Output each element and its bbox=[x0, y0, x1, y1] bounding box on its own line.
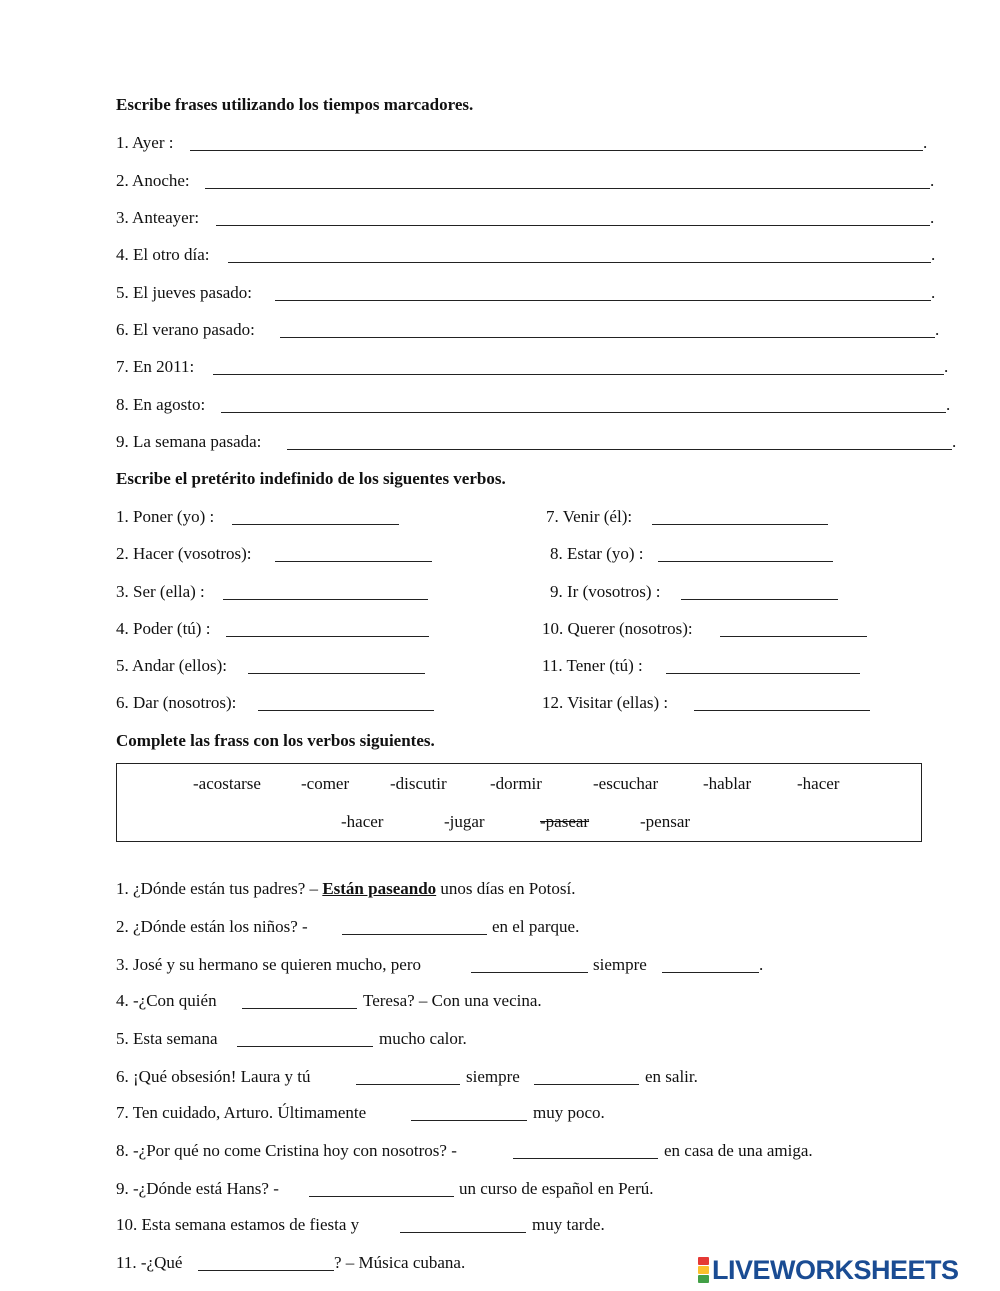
verb-label-8: 8. Estar (yo) : bbox=[550, 544, 644, 563]
verb-label-4: 4. Poder (tú) : bbox=[116, 619, 211, 638]
blank-7[interactable] bbox=[411, 1120, 527, 1121]
s1-label-8: 8. En agosto: bbox=[116, 395, 206, 414]
section1-heading: Escribe frases utilizando los tiempos marcadores. bbox=[116, 95, 474, 114]
s1-label-2: 2. Anoche: bbox=[116, 171, 190, 190]
sentence-3-start: 3. José y su hermano se quieren mucho, pero bbox=[116, 955, 421, 974]
answer-line-8[interactable] bbox=[221, 412, 946, 413]
s1-label-6: 6. El verano pasado: bbox=[116, 320, 255, 339]
verb-line-8[interactable] bbox=[658, 561, 833, 562]
logo-text: LIVEWORKSHEETS bbox=[712, 1255, 959, 1285]
answer-line-6[interactable] bbox=[280, 337, 935, 338]
sentence-3-end: . bbox=[759, 955, 764, 974]
blank-3a[interactable] bbox=[471, 972, 588, 973]
word-escuchar: -escuchar bbox=[593, 774, 659, 793]
answer-line-4[interactable] bbox=[228, 262, 931, 263]
sentence-8-end: en casa de una amiga. bbox=[664, 1141, 813, 1160]
line-end-7: . bbox=[944, 357, 949, 376]
word-dormir: -dormir bbox=[490, 774, 542, 793]
verb-line-4[interactable] bbox=[226, 636, 429, 637]
sentence-11-end: ? – Música cubana. bbox=[334, 1253, 466, 1272]
blank-9[interactable] bbox=[309, 1196, 454, 1197]
verb-line-7[interactable] bbox=[652, 524, 828, 525]
s1-label-9: 9. La semana pasada: bbox=[116, 432, 262, 451]
sentence-6-start: 6. ¡Qué obsesión! Laura y tú bbox=[116, 1067, 311, 1086]
word-hablar: -hablar bbox=[703, 774, 752, 793]
sentence-11-start: 11. -¿Qué bbox=[116, 1253, 183, 1272]
sentence-1 bbox=[116, 879, 575, 899]
verb-label-1: 1. Poner (yo) : bbox=[116, 507, 215, 526]
word-acostarse: -acostarse bbox=[193, 774, 261, 793]
s1-label-5: 5. El jueves pasado: bbox=[116, 283, 252, 302]
sentence-5-start: 5. Esta semana bbox=[116, 1029, 218, 1048]
blank-6a[interactable] bbox=[356, 1084, 460, 1085]
sentence-1-end: unos días en Potosí. bbox=[436, 879, 576, 898]
line-end-1: . bbox=[923, 133, 928, 152]
line-end-8: . bbox=[946, 395, 951, 414]
line-end-4: . bbox=[931, 245, 936, 264]
blank-2[interactable] bbox=[342, 934, 487, 935]
sentence-10-end: muy tarde. bbox=[532, 1215, 605, 1234]
sentence-10-start: 10. Esta semana estamos de fiesta y bbox=[116, 1215, 360, 1234]
answer-line-7[interactable] bbox=[213, 374, 944, 375]
line-end-9: . bbox=[952, 432, 957, 451]
verb-line-5[interactable] bbox=[248, 673, 425, 674]
verb-line-3[interactable] bbox=[223, 599, 428, 600]
verb-label-7: 7. Venir (él): bbox=[546, 507, 633, 526]
sentence-5-end: mucho calor. bbox=[379, 1029, 467, 1048]
verb-label-11: 11. Tener (tú) : bbox=[542, 656, 643, 675]
verb-line-9[interactable] bbox=[681, 599, 838, 600]
verb-line-6[interactable] bbox=[258, 710, 434, 711]
s1-label-3: 3. Anteayer: bbox=[116, 208, 200, 227]
sentence-4-start: 4. -¿Con quién bbox=[116, 991, 217, 1010]
blank-11[interactable] bbox=[198, 1270, 334, 1271]
s1-label-4: 4. El otro día: bbox=[116, 245, 210, 264]
blank-5[interactable] bbox=[237, 1046, 373, 1047]
word-pensar: -pensar bbox=[640, 812, 691, 831]
answer-line-5[interactable] bbox=[275, 300, 931, 301]
logo-block-yellow bbox=[698, 1266, 709, 1274]
s1-label-7: 7. En 2011: bbox=[116, 357, 195, 376]
sentence-8-start: 8. -¿Por qué no come Cristina hoy con nosotros? - bbox=[116, 1141, 457, 1160]
verb-label-2: 2. Hacer (vosotros): bbox=[116, 544, 252, 563]
answer-line-2[interactable] bbox=[205, 188, 930, 189]
word-discutir: -discutir bbox=[390, 774, 447, 793]
word-comer: -comer bbox=[301, 774, 350, 793]
line-end-5: . bbox=[931, 283, 936, 302]
blank-4[interactable] bbox=[242, 1008, 357, 1009]
verb-line-10[interactable] bbox=[720, 636, 867, 637]
logo-block-red bbox=[698, 1257, 709, 1265]
verb-line-12[interactable] bbox=[694, 710, 870, 711]
verb-label-9: 9. Ir (vosotros) : bbox=[550, 582, 661, 601]
sentence-6-mid: siempre bbox=[466, 1067, 520, 1086]
word-jugar: -jugar bbox=[444, 812, 485, 831]
word-hacer-2: -hacer bbox=[341, 812, 384, 831]
liveworksheets-logo bbox=[698, 1256, 959, 1284]
answer-line-3[interactable] bbox=[216, 225, 930, 226]
sentence-2-end: en el parque. bbox=[492, 917, 580, 936]
word-hacer: -hacer bbox=[797, 774, 840, 793]
verb-label-6: 6. Dar (nosotros): bbox=[116, 693, 237, 712]
sentence-9-end: un curso de español en Perú. bbox=[459, 1179, 654, 1198]
s1-label-1: 1. Ayer : bbox=[116, 133, 174, 152]
example-answer: Están paseando bbox=[322, 879, 437, 898]
sentence-6-end: en salir. bbox=[645, 1067, 698, 1086]
line-end-6: . bbox=[935, 320, 940, 339]
answer-line-1[interactable] bbox=[190, 150, 923, 151]
line-end-2: . bbox=[930, 171, 935, 190]
blank-10[interactable] bbox=[400, 1232, 526, 1233]
word-pasear-crossed: -pasear bbox=[540, 812, 590, 831]
verb-label-10: 10. Querer (nosotros): bbox=[542, 619, 693, 638]
sentence-7-start: 7. Ten cuidado, Arturo. Últimamente bbox=[116, 1103, 367, 1122]
verb-label-12: 12. Visitar (ellas) : bbox=[542, 693, 669, 712]
verb-line-11[interactable] bbox=[666, 673, 860, 674]
line-end-3: . bbox=[930, 208, 935, 227]
blank-3b[interactable] bbox=[662, 972, 759, 973]
sentence-9-start: 9. -¿Dónde está Hans? - bbox=[116, 1179, 279, 1198]
logo-mark-icon bbox=[698, 1257, 709, 1283]
verb-line-2[interactable] bbox=[275, 561, 432, 562]
verb-label-5: 5. Andar (ellos): bbox=[116, 656, 227, 675]
sentence-4-end: Teresa? – Con una vecina. bbox=[363, 991, 542, 1010]
logo-block-green bbox=[698, 1275, 709, 1283]
verb-line-1[interactable] bbox=[232, 524, 399, 525]
blank-6b[interactable] bbox=[534, 1084, 639, 1085]
verb-label-3: 3. Ser (ella) : bbox=[116, 582, 205, 601]
section3-heading: Complete las frass con los verbos siguientes. bbox=[116, 731, 435, 750]
sentence-3-mid: siempre bbox=[593, 955, 647, 974]
section2-heading: Escribe el pretérito indefinido de los siguentes verbos. bbox=[116, 469, 506, 488]
sentence-1-start: 1. ¿Dónde están tus padres? – bbox=[116, 879, 323, 898]
answer-line-9[interactable] bbox=[287, 449, 952, 450]
sentence-7-end: muy poco. bbox=[533, 1103, 605, 1122]
sentence-2-start: 2. ¿Dónde están los niños? - bbox=[116, 917, 308, 936]
blank-8[interactable] bbox=[513, 1158, 658, 1159]
